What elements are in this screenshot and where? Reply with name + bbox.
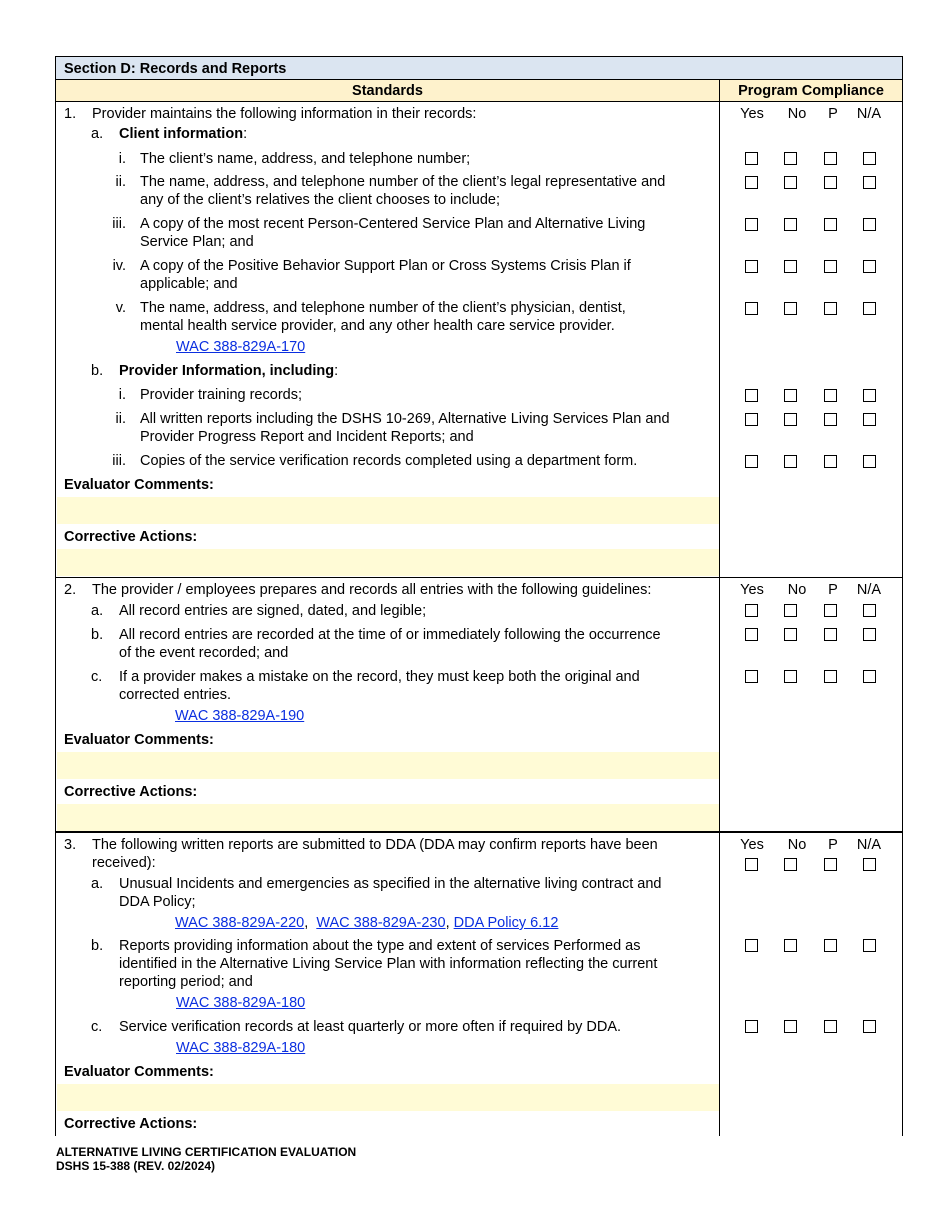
wac-link[interactable]: WAC 388-829A-220 <box>175 915 305 931</box>
yes-checkbox[interactable] <box>745 1020 758 1033</box>
p-checkbox[interactable] <box>824 152 837 165</box>
roman-numeral: i. <box>118 387 126 403</box>
wac-link[interactable]: WAC 388-829A-190 <box>175 708 305 724</box>
item1-evaluator-comments-field[interactable] <box>57 497 719 524</box>
subitem-letter: a. <box>91 603 104 619</box>
table-border-left <box>55 56 56 1136</box>
list-item-text: The name, address, and telephone number of the client’s legal representative and <box>140 174 666 190</box>
subitem-letter: b. <box>91 627 104 643</box>
dda-policy-link[interactable]: DDA Policy 6.12 <box>453 915 559 931</box>
no-checkbox[interactable] <box>784 302 797 315</box>
yes-checkbox[interactable] <box>745 152 758 165</box>
item-number: 3. <box>64 837 77 853</box>
links-row <box>175 914 558 932</box>
item1-corrective-actions-field[interactable] <box>57 549 719 576</box>
yes-checkbox[interactable] <box>745 176 758 189</box>
wac-link[interactable]: WAC 388-829A-230 <box>316 915 446 931</box>
heading-colon: : <box>334 363 339 379</box>
p-checkbox[interactable] <box>824 1020 837 1033</box>
item-number: 2. <box>64 582 77 598</box>
na-checkbox[interactable] <box>863 1020 876 1033</box>
list-item-text: A copy of the Positive Behavior Support Plan or Cross Systems Crisis Plan if <box>140 258 631 274</box>
item2-evaluator-comments-field[interactable] <box>57 752 719 779</box>
list-item-text: Unusual Incidents and emergencies as specified in the alternative living contract and <box>119 876 662 892</box>
yes-checkbox[interactable] <box>745 604 758 617</box>
heading-label: Client information <box>119 126 244 142</box>
yes-checkbox[interactable] <box>745 413 758 426</box>
yes-checkbox[interactable] <box>745 302 758 315</box>
link-separator: , <box>304 915 309 931</box>
wac-link[interactable]: WAC 388-829A-180 <box>176 1040 306 1056</box>
evaluator-comments-label: Evaluator Comments: <box>64 477 214 493</box>
list-item-text: A copy of the most recent Person-Centered Service Plan and Alternative Living <box>140 216 646 232</box>
standards-header: Standards <box>352 83 423 99</box>
na-checkbox[interactable] <box>863 176 876 189</box>
p-checkbox[interactable] <box>824 455 837 468</box>
evaluator-comments-label: Evaluator Comments: <box>64 732 214 748</box>
subitem-letter: c. <box>91 669 103 685</box>
list-item-text: mental health service provider, and any other health care service provider. <box>140 318 615 334</box>
no-checkbox[interactable] <box>784 176 797 189</box>
corrective-actions-label: Corrective Actions: <box>64 1116 198 1132</box>
yes-checkbox[interactable] <box>745 455 758 468</box>
list-item-text: Reports providing information about the type and extent of services Performed as <box>119 938 641 954</box>
p-checkbox[interactable] <box>824 218 837 231</box>
no-checkbox[interactable] <box>784 389 797 402</box>
list-item-text: Provider training records; <box>140 387 302 403</box>
list-item-text: All record entries are signed, dated, and legible; <box>119 603 427 619</box>
no-checkbox[interactable] <box>784 413 797 426</box>
subitem-letter: b. <box>91 363 104 379</box>
p-checkbox[interactable] <box>824 389 837 402</box>
list-item-text: corrected entries. <box>119 687 232 703</box>
yes-checkbox[interactable] <box>745 389 758 402</box>
na-checkbox[interactable] <box>863 628 876 641</box>
roman-numeral: i. <box>118 151 126 167</box>
na-checkbox[interactable] <box>863 260 876 273</box>
compliance-header: Program Compliance <box>738 83 884 99</box>
no-checkbox[interactable] <box>784 628 797 641</box>
na-checkbox[interactable] <box>863 218 876 231</box>
client-information-heading <box>119 125 247 143</box>
roman-numeral: ii. <box>115 174 126 190</box>
no-header: No <box>787 106 807 122</box>
list-item-text: Provider Progress Report and Incident Reports; and <box>140 429 474 445</box>
footer-form-title: ALTERNATIVE LIVING CERTIFICATION EVALUATION <box>56 1145 357 1159</box>
table-border <box>55 79 903 80</box>
no-checkbox[interactable] <box>784 152 797 165</box>
table-border <box>55 831 903 833</box>
evaluator-comments-label: Evaluator Comments: <box>64 1064 214 1080</box>
roman-numeral: ii. <box>115 411 126 427</box>
roman-numeral: v. <box>115 300 126 316</box>
p-checkbox[interactable] <box>824 939 837 952</box>
na-header: N/A <box>856 837 882 853</box>
yes-header: Yes <box>740 106 764 122</box>
list-item-text: All written reports including the DSHS 10-269, Alternative Living Services Plan and <box>140 411 670 427</box>
no-header: No <box>787 582 807 598</box>
yes-header: Yes <box>740 582 764 598</box>
wac-link[interactable]: WAC 388-829A-180 <box>176 995 306 1011</box>
no-checkbox[interactable] <box>784 858 797 871</box>
na-checkbox[interactable] <box>863 413 876 426</box>
wac-link[interactable]: WAC 388-829A-170 <box>176 339 306 355</box>
p-checkbox[interactable] <box>824 858 837 871</box>
no-checkbox[interactable] <box>784 1020 797 1033</box>
list-item-text: The client’s name, address, and telephone number; <box>140 151 471 167</box>
item3-evaluator-comments-field[interactable] <box>57 1084 719 1111</box>
heading-label: Provider Information, including <box>119 363 335 379</box>
na-checkbox[interactable] <box>863 455 876 468</box>
table-border <box>55 101 903 102</box>
na-checkbox[interactable] <box>863 670 876 683</box>
p-checkbox[interactable] <box>824 604 837 617</box>
na-checkbox[interactable] <box>863 939 876 952</box>
corrective-actions-label: Corrective Actions: <box>64 529 198 545</box>
subitem-letter: a. <box>91 876 104 892</box>
no-checkbox[interactable] <box>784 670 797 683</box>
na-checkbox[interactable] <box>863 858 876 871</box>
item2-corrective-actions-field[interactable] <box>57 804 719 831</box>
subitem-letter: a. <box>91 126 104 142</box>
na-header: N/A <box>856 582 882 598</box>
p-header: P <box>828 106 838 122</box>
roman-numeral: iii. <box>112 216 126 232</box>
yes-header: Yes <box>740 837 764 853</box>
heading-colon: : <box>243 126 248 142</box>
no-checkbox[interactable] <box>784 604 797 617</box>
p-header: P <box>828 582 838 598</box>
na-checkbox[interactable] <box>863 302 876 315</box>
item1-text: Provider maintains the following information in their records: <box>92 106 477 122</box>
yes-checkbox[interactable] <box>745 670 758 683</box>
list-item-text: Copies of the service verification records completed using a department form. <box>140 453 638 469</box>
no-checkbox[interactable] <box>784 260 797 273</box>
no-checkbox[interactable] <box>784 455 797 468</box>
yes-checkbox[interactable] <box>745 858 758 871</box>
roman-numeral: iii. <box>112 453 126 469</box>
p-checkbox[interactable] <box>824 260 837 273</box>
list-item-text: If a provider makes a mistake on the record, they must keep both the original and <box>119 669 640 685</box>
no-header: No <box>787 837 807 853</box>
list-item-text: of the event recorded; and <box>119 645 289 661</box>
subitem-letter: b. <box>91 938 104 954</box>
footer-form-number: DSHS 15-388 (REV. 02/2024) <box>56 1159 215 1173</box>
p-checkbox[interactable] <box>824 302 837 315</box>
p-header: P <box>828 837 838 853</box>
item-number: 1. <box>64 106 77 122</box>
roman-numeral: iv. <box>112 258 126 274</box>
item2-text: The provider / employees prepares and records all entries with the following guidelines: <box>92 582 652 598</box>
table-border-right <box>902 56 903 1136</box>
list-item-text: The name, address, and telephone number of the client’s physician, dentist, <box>140 300 626 316</box>
na-checkbox[interactable] <box>863 152 876 165</box>
list-item-text: Service verification records at least quarterly or more often if required by DDA. <box>119 1019 622 1035</box>
list-item-text: any of the client’s relatives the client chooses to include; <box>140 192 501 208</box>
na-checkbox[interactable] <box>863 389 876 402</box>
table-border-top <box>55 56 903 57</box>
yes-checkbox[interactable] <box>745 260 758 273</box>
provider-information-heading <box>119 362 338 380</box>
item3-text: The following written reports are submitted to DDA (DDA may confirm reports have been <box>92 837 658 853</box>
table-column-divider <box>719 79 720 1136</box>
table-border <box>55 577 903 578</box>
p-checkbox[interactable] <box>824 670 837 683</box>
na-checkbox[interactable] <box>863 604 876 617</box>
list-item-text: identified in the Alternative Living Service Plan with information reflecting the current <box>119 956 658 972</box>
yes-checkbox[interactable] <box>745 218 758 231</box>
subitem-letter: c. <box>91 1019 103 1035</box>
list-item-text: applicable; and <box>140 276 238 292</box>
yes-checkbox[interactable] <box>745 939 758 952</box>
link-separator: , <box>445 915 450 931</box>
p-checkbox[interactable] <box>824 176 837 189</box>
list-item-text: reporting period; and <box>119 974 253 990</box>
section-title: Section D: Records and Reports <box>64 61 287 77</box>
list-item-text: All record entries are recorded at the time of or immediately following the occurrence <box>119 627 661 643</box>
list-item-text: DDA Policy; <box>119 894 196 910</box>
yes-checkbox[interactable] <box>745 628 758 641</box>
list-item-text: Service Plan; and <box>140 234 254 250</box>
item3-text: received): <box>92 855 156 871</box>
na-header: N/A <box>856 106 882 122</box>
no-checkbox[interactable] <box>784 218 797 231</box>
p-checkbox[interactable] <box>824 628 837 641</box>
no-checkbox[interactable] <box>784 939 797 952</box>
corrective-actions-label: Corrective Actions: <box>64 784 198 800</box>
p-checkbox[interactable] <box>824 413 837 426</box>
